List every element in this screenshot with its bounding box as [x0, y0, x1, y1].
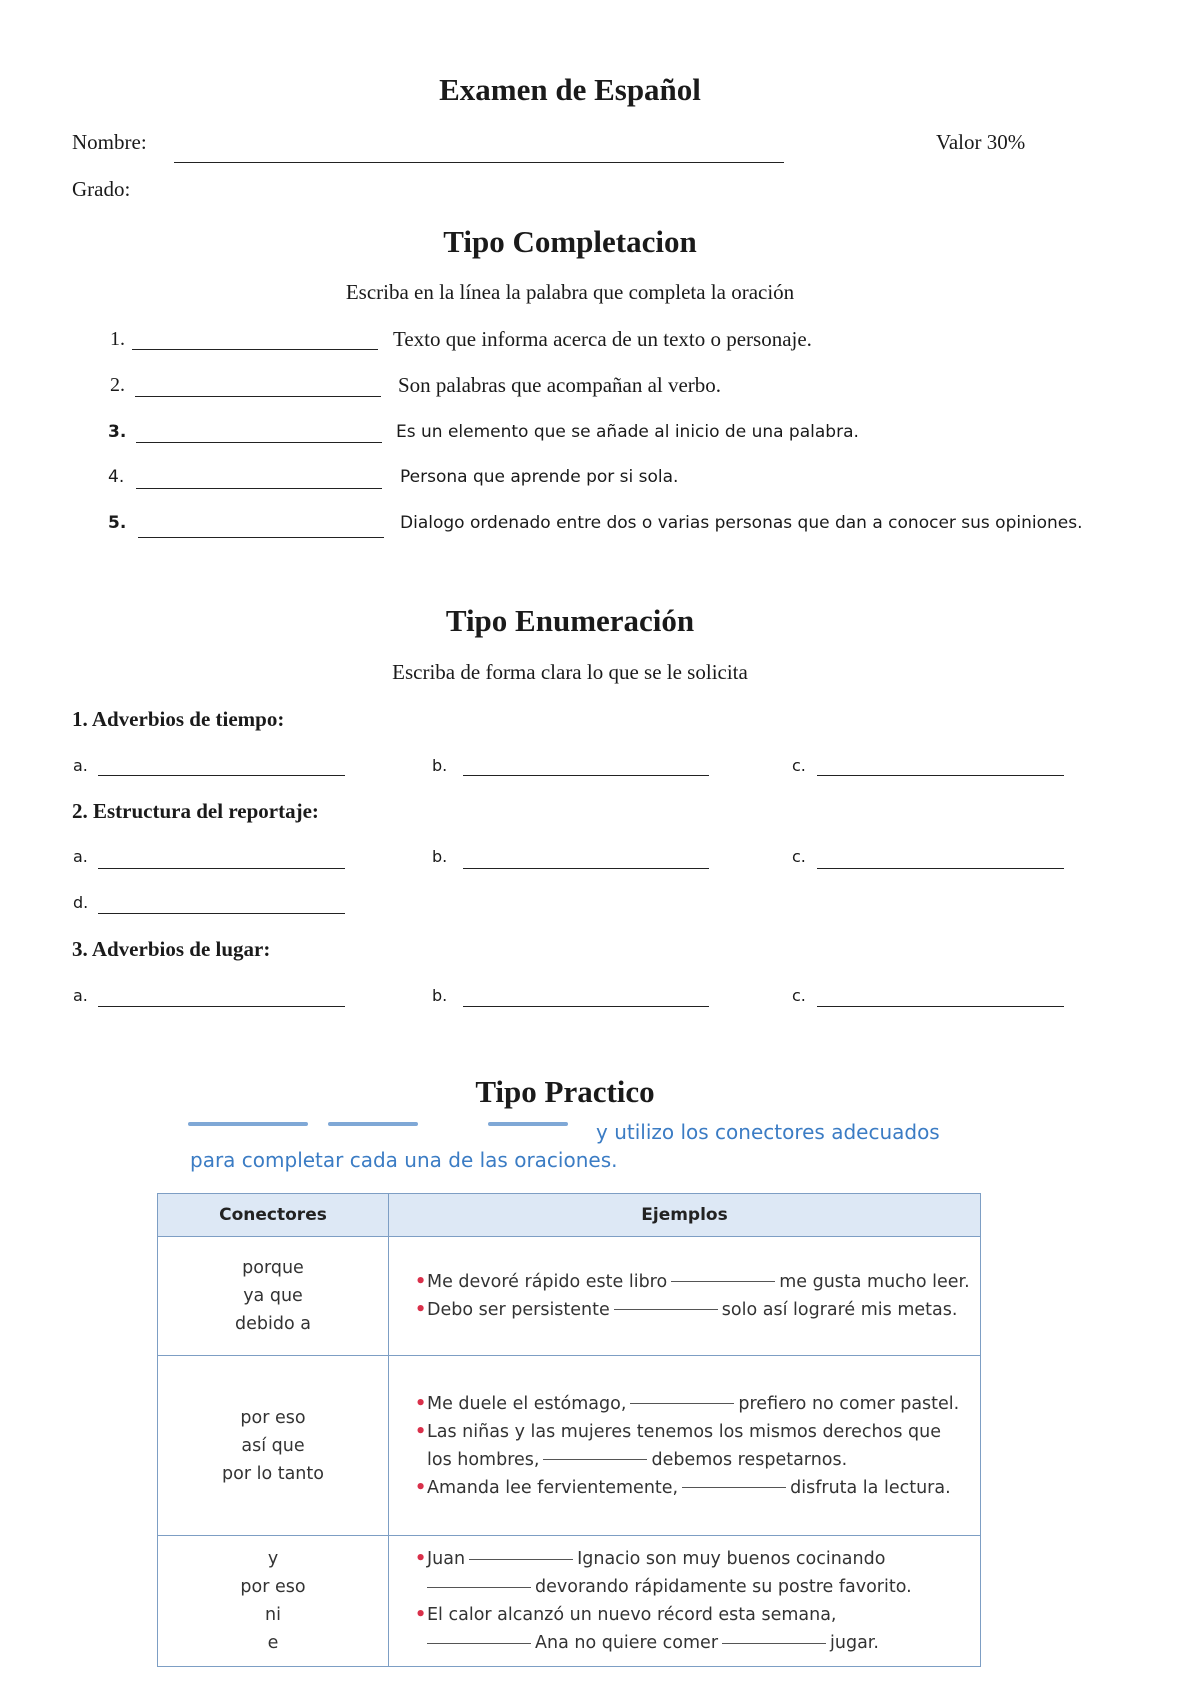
connectors-cell	[158, 1355, 389, 1536]
answer-blank[interactable]	[682, 1487, 786, 1488]
answer-blank[interactable]	[630, 1403, 734, 1404]
completacion-title: Tipo Completacion	[443, 224, 697, 259]
answer-line[interactable]	[135, 396, 381, 397]
connectors-table	[157, 1193, 981, 1667]
item-text: Dialogo ordenado entre dos o varias personas que dan a conocer sus opiniones.	[400, 513, 1083, 533]
nombre-label: Nombre:	[72, 130, 147, 154]
answer-blank[interactable]	[469, 1559, 573, 1560]
answer-line[interactable]	[98, 775, 345, 776]
examples-cell	[389, 1237, 981, 1356]
letter-label: c.	[792, 847, 806, 866]
item-number: 4.	[108, 467, 125, 487]
cropped-instruction-fragment	[158, 1120, 598, 1130]
question-estructura-reportaje: 2. Estructura del reportaje:	[72, 799, 319, 823]
letter-label: a.	[73, 986, 88, 1005]
example-sentence: • Me duele el estómago, prefiero no comer pastel.	[427, 1390, 970, 1418]
question-adverbios-tiempo: 1. Adverbios de tiempo:	[72, 707, 285, 731]
letter-label: c.	[792, 986, 806, 1005]
enumeracion-instruction: Escriba de forma clara lo que se le solicita	[392, 660, 748, 684]
exam-title: Examen de Español	[439, 72, 701, 107]
answer-line[interactable]	[817, 868, 1064, 869]
answer-blank[interactable]	[427, 1643, 531, 1644]
answer-line[interactable]	[463, 868, 709, 869]
example-sentence: • Las niñas y las mujeres tenemos los mismos derechos que los hombres, debemos respetarnos.	[427, 1418, 970, 1474]
item-number: 3.	[108, 422, 127, 442]
connector: porque	[242, 1257, 304, 1278]
connector: así que	[241, 1435, 305, 1456]
example-sentence: • Amanda lee fervientemente, disfruta la lectura.	[427, 1474, 970, 1502]
table-row	[158, 1237, 981, 1356]
answer-line[interactable]	[463, 775, 709, 776]
grado-label: Grado:	[72, 177, 131, 201]
letter-label: b.	[432, 986, 448, 1005]
practico-instruction-line2: para completar cada una de las oraciones.	[190, 1148, 618, 1172]
table-row	[158, 1536, 981, 1667]
connector: debido a	[235, 1313, 311, 1334]
connector: y	[267, 1549, 279, 1570]
item-number: 2.	[110, 374, 125, 396]
col-header-ejemplos: Ejemplos	[389, 1194, 981, 1237]
answer-blank[interactable]	[722, 1643, 826, 1644]
table-row	[158, 1355, 981, 1536]
answer-blank[interactable]	[543, 1459, 647, 1460]
table-header-row	[158, 1194, 981, 1237]
answer-line[interactable]	[138, 537, 384, 538]
answer-line[interactable]	[98, 868, 345, 869]
answer-line[interactable]	[132, 349, 378, 350]
completacion-instruction: Escriba en la línea la palabra que completa la oración	[345, 280, 795, 304]
connectors-cell	[158, 1536, 389, 1667]
examples-cell	[389, 1536, 981, 1667]
connectors-cell	[158, 1237, 389, 1356]
item-number: 1.	[110, 328, 125, 350]
answer-line[interactable]	[136, 442, 382, 443]
answer-line[interactable]	[98, 913, 345, 914]
connector: ya que	[243, 1285, 303, 1306]
connector: e	[267, 1633, 279, 1654]
example-sentence: • Juan Ignacio son muy buenos cocinando devorando rápidamente su postre favorito.	[427, 1545, 970, 1601]
question-adverbios-lugar: 3. Adverbios de lugar:	[72, 937, 271, 961]
valor-label: Valor 30%	[936, 130, 1026, 154]
example-sentence: • Debo ser persistente solo así lograré mis metas.	[427, 1296, 970, 1324]
letter-label: b.	[432, 847, 448, 866]
letter-label: b.	[432, 756, 448, 775]
nombre-line[interactable]	[174, 162, 784, 163]
letter-label: a.	[73, 756, 88, 775]
practico-title: Tipo Practico	[475, 1074, 655, 1109]
connector: por lo tanto	[222, 1463, 324, 1484]
answer-blank[interactable]	[614, 1309, 718, 1310]
answer-line[interactable]	[98, 1006, 345, 1007]
answer-blank[interactable]	[427, 1587, 531, 1588]
connector: por eso	[240, 1577, 306, 1598]
practico-instruction-line1: y utilizo los conectores adecuados	[596, 1120, 940, 1144]
item-text: Es un elemento que se añade al inicio de una palabra.	[396, 422, 859, 442]
connector: ni	[265, 1605, 281, 1626]
answer-blank[interactable]	[671, 1281, 775, 1282]
answer-line[interactable]	[463, 1006, 709, 1007]
answer-line[interactable]	[817, 1006, 1064, 1007]
letter-label: c.	[792, 756, 806, 775]
item-text: Persona que aprende por si sola.	[400, 467, 679, 487]
example-sentence: • El calor alcanzó un nuevo récord esta semana, Ana no quiere comer jugar.	[427, 1601, 970, 1657]
enumeracion-title: Tipo Enumeración	[445, 603, 695, 638]
letter-label: a.	[73, 847, 88, 866]
col-header-conectores: Conectores	[158, 1194, 389, 1237]
example-sentence: • Me devoré rápido este libro me gusta mucho leer.	[427, 1268, 970, 1296]
answer-line[interactable]	[136, 488, 382, 489]
connector: por eso	[240, 1407, 306, 1428]
item-text: Texto que informa acerca de un texto o personaje.	[393, 327, 812, 351]
item-text: Son palabras que acompañan al verbo.	[398, 373, 722, 397]
examples-cell	[389, 1355, 981, 1536]
item-number: 5.	[108, 513, 127, 533]
letter-label: d.	[73, 893, 89, 912]
answer-line[interactable]	[817, 775, 1064, 776]
